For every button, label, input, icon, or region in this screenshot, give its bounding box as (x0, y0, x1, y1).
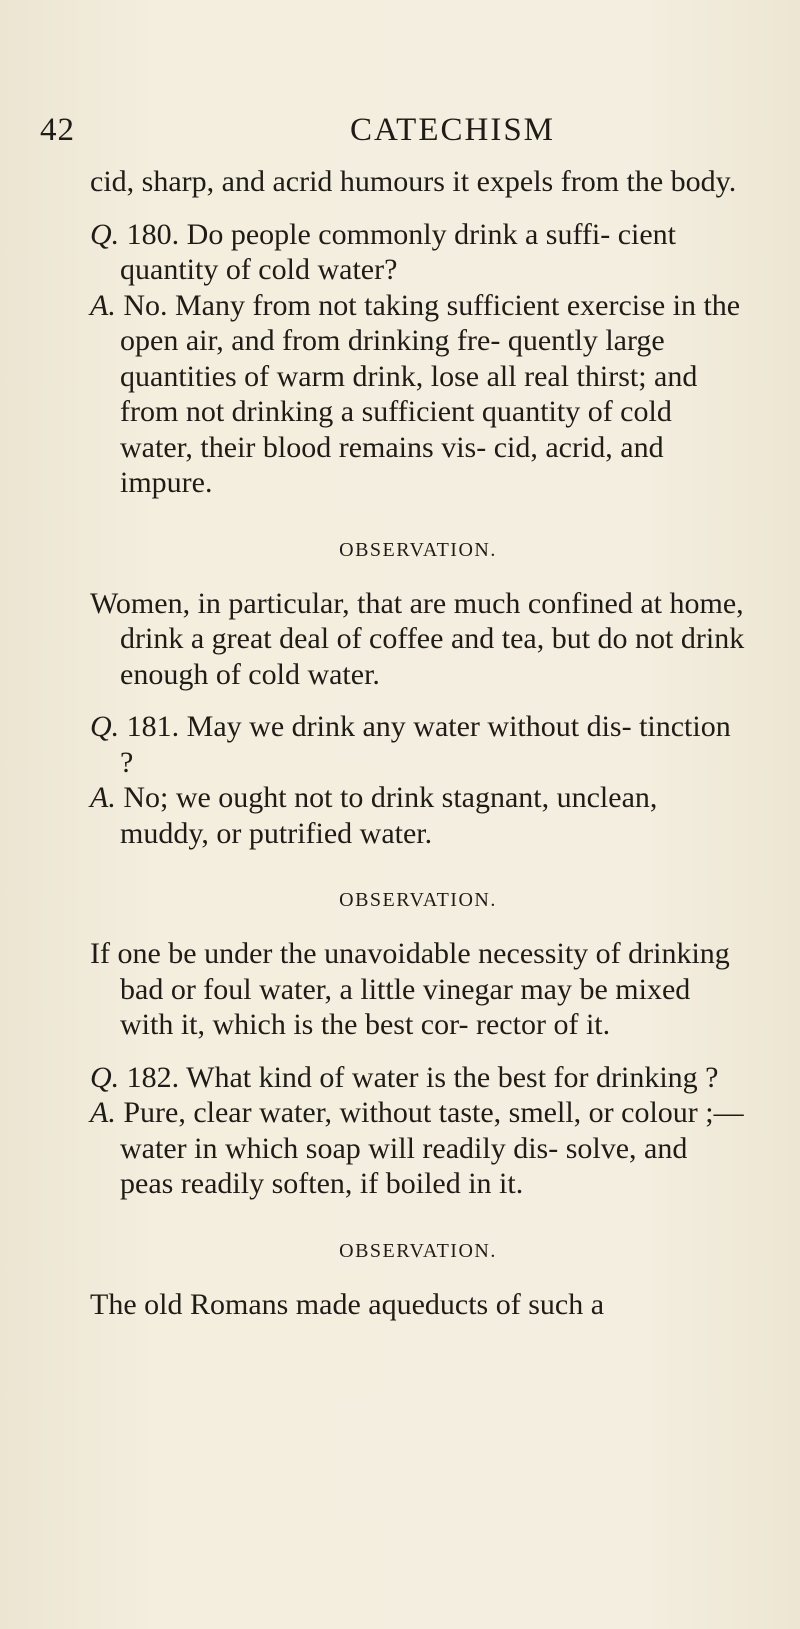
continuation-text: cid, sharp, and acrid humours it expels from the body. (90, 165, 737, 198)
page-header (40, 112, 760, 156)
question-182 (90, 1060, 746, 1096)
observation-text: The old Romans made aqueducts of such a (90, 1287, 605, 1321)
question-label: Q. (90, 710, 120, 743)
question-text: 182. What kind of water is the best for drinking ? (126, 1060, 719, 1094)
answer-label: A. (90, 1096, 116, 1129)
question-181 (90, 709, 746, 780)
question-label: Q. (90, 1060, 120, 1094)
answer-text: No; we ought not to drink stagnant, unclean, muddy, or putrified water. (120, 781, 658, 850)
observation-text: Women, in particular, that are much confined at home, drink a great deal of coffee and tea, but do not drink enough of cold water. (90, 586, 745, 691)
observation-heading: OBSERVATION. (339, 1239, 497, 1262)
answer-181 (90, 780, 746, 851)
question-text: 180. Do people commonly drink a suffi- cient quantity of cold water? (120, 217, 677, 286)
answer-text: No. Many from not taking sufficient exercise in the open air, and from drinking fre- quently large quantities of warm drink, lose all real thirst; and from not drinking a sufficient quantity of cold water, their blood remains vis- cid, acrid, and impure. (120, 288, 741, 499)
answer-180 (90, 288, 746, 501)
page-number: 42 (40, 112, 75, 148)
observation-heading: OBSERVATION. (339, 538, 497, 561)
question-180 (90, 217, 746, 288)
answer-label: A. (90, 288, 116, 322)
answer-label: A. (90, 781, 116, 814)
question-text: 181. May we drink any water without dis- tinction ? (120, 710, 731, 779)
page-body (90, 164, 746, 1322)
answer-text: Pure, clear water, without taste, smell, or colour ;—water in which soap will readily dis- solve, and peas readily soften, if boiled in it. (120, 1096, 744, 1200)
observation-heading: OBSERVATION. (339, 889, 497, 911)
observation-text: If one be under the unavoidable necessity of drinking bad or foul water, a little vinegar may be mixed with it, which is the best cor- rector of it. (90, 937, 730, 1041)
answer-182 (90, 1095, 746, 1202)
question-label: Q. (90, 217, 120, 251)
running-head: CATECHISM (350, 112, 556, 148)
